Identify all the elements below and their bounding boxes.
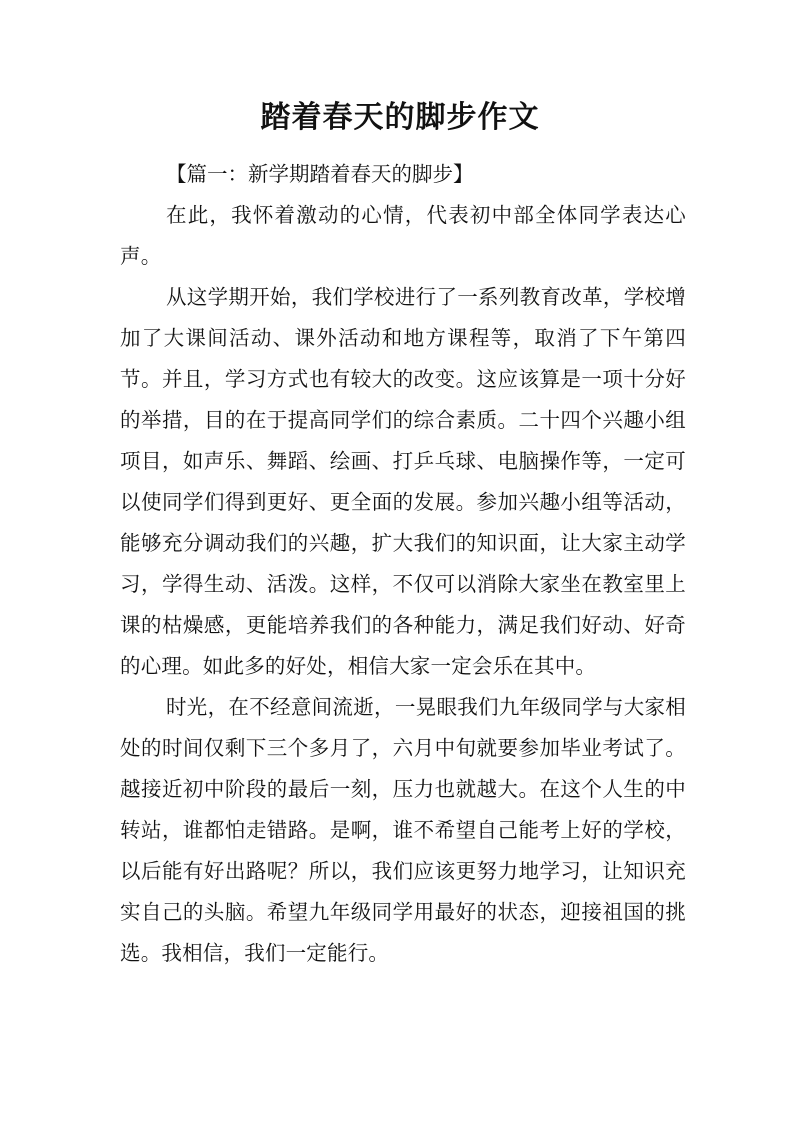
paragraph-graduation: 时光，在不经意间流逝，一晃眼我们九年级同学与大家相处的时间仅剩下三个多月了，六月中旬就要参加毕业考试了。越接近初中阶段的最后一刻，压力也就越大。在这个人生的中转站，谁都怕走错路。是啊，谁不希望自己能考上好的学校，以后能有好出路呢？所以，我们应该更努力地学习，让知识充实自己的头脑。希望九年级同学用最好的状态，迎接祖国的挑选。我相信，我们一定能行。 (120, 695, 686, 965)
document-body (120, 154, 686, 974)
section-heading: 【篇一：新学期踏着春天的脚步】 (166, 162, 474, 186)
document-title: 踏着春天的脚步作文 (260, 100, 540, 135)
paragraph-reform: 从这学期开始，我们学校进行了一系列教育改革，学校增加了大课间活动、课外活动和地方课程等，取消了下午第四节。并且，学习方式也有较大的改变。这应该算是一项十分好的举措，目的在于提高同学们的综合素质。二十四个兴趣小组项目，如声乐、舞蹈、绘画、打乒乓球、电脑操作等，一定可以使同学们得到更好、更全面的发展。参加兴趣小组等活动，能够充分调动我们的兴趣，扩大我们的知识面，让大家主动学习，学得生动、活泼。这样，不仅可以消除大家坐在教室里上课的枯燥感，更能培养我们的各种能力，满足我们好动、好奇的心理。如此多的好处，相信大家一定会乐在其中。 (120, 285, 686, 678)
paragraph-intro: 在此，我怀着激动的心情，代表初中部全体同学表达心声。 (120, 203, 686, 268)
